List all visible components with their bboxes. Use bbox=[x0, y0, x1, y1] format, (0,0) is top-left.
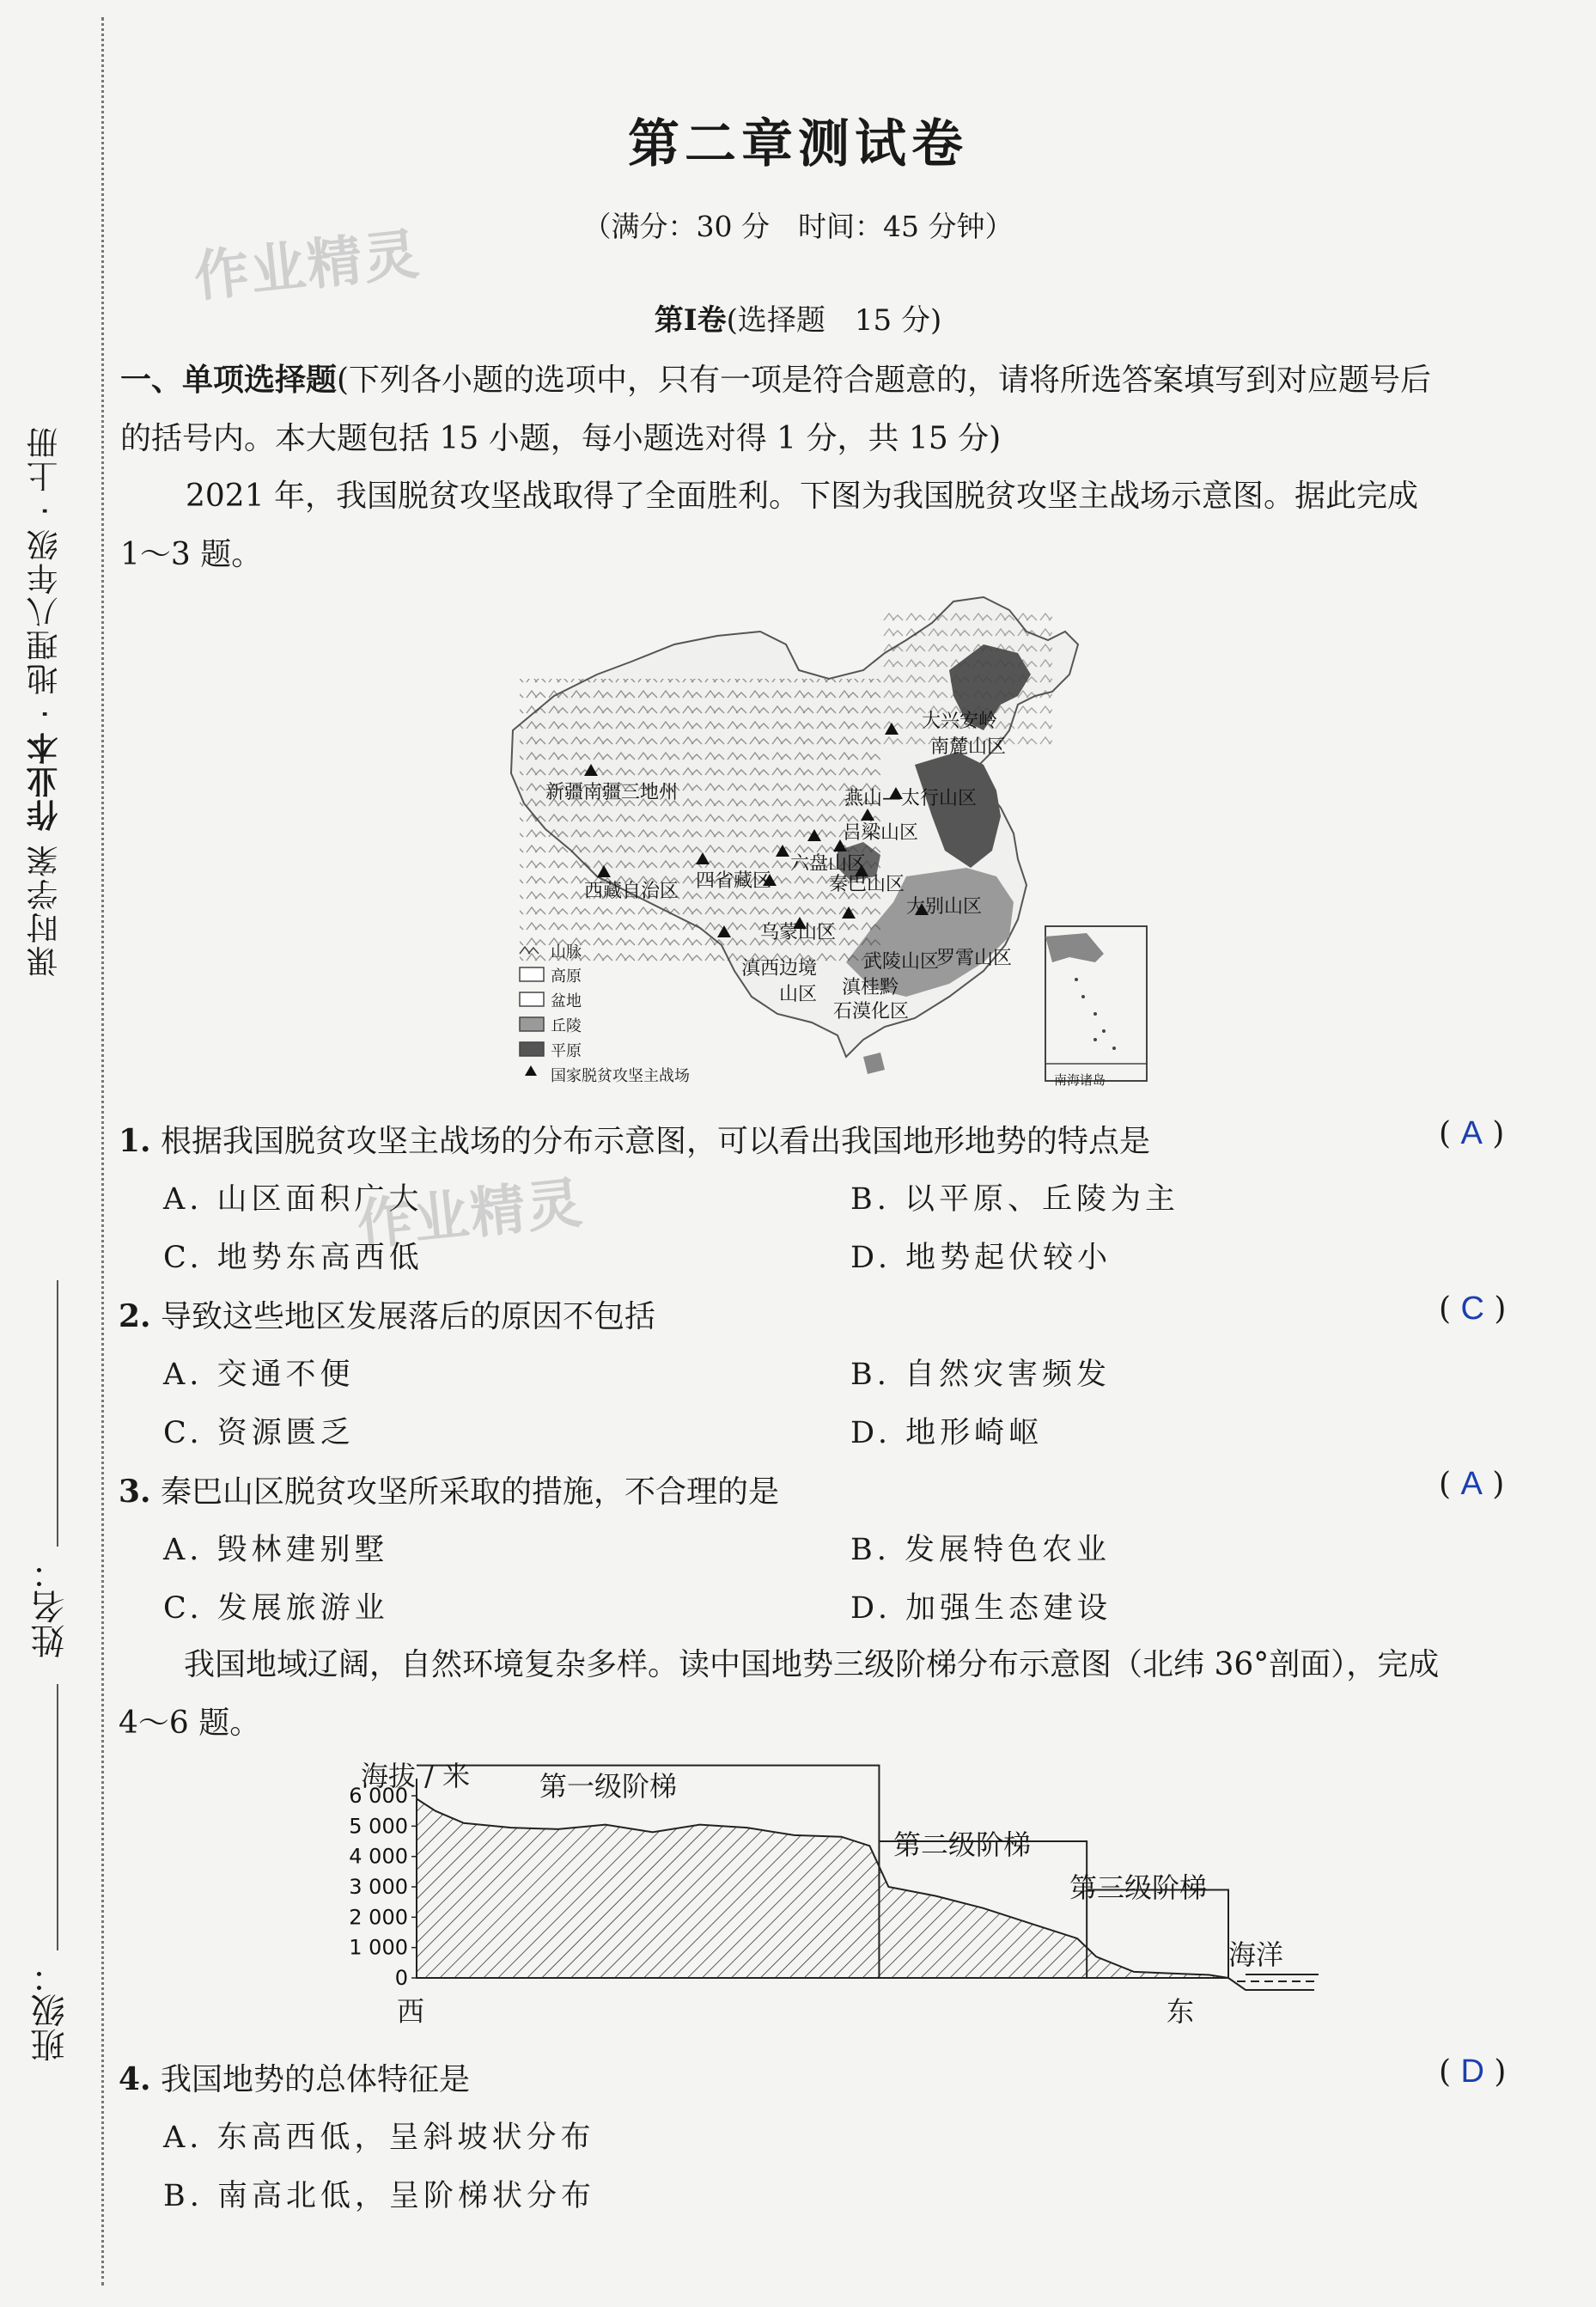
label-lvliang: 吕梁山区 bbox=[843, 822, 919, 844]
book-series-title: 课时学案 作业本 · 地理八年级 · 上册 bbox=[27, 425, 64, 978]
q1-option-c: C. 地势东高西低 bbox=[163, 1241, 423, 1275]
question-3: 3. 秦巴山区脱贫攻坚所采取的措施，不合理的是 bbox=[119, 1474, 780, 1510]
y-tick-label: 0 bbox=[394, 1966, 408, 1990]
page-title: 第二章测试卷 bbox=[628, 114, 968, 174]
name-blank[interactable] bbox=[57, 1280, 58, 1547]
y-tick-label: 3 000 bbox=[349, 1875, 408, 1899]
legend-label-mountain: 山脉 bbox=[551, 943, 582, 961]
label-dianxi-1: 滇西边境 bbox=[741, 958, 818, 980]
name-label: 姓名： bbox=[31, 1555, 70, 1658]
q1-option-d: D. 地势起伏较小 bbox=[850, 1241, 1112, 1275]
part-heading: 第Ⅰ卷(选择题 15 分) bbox=[654, 303, 942, 338]
question-2: 2. 导致这些地区发展落后的原因不包括 bbox=[119, 1298, 656, 1334]
class-label: 班级： bbox=[31, 1959, 70, 2062]
q4-option-a: A. 东高西低，呈斜坡状分布 bbox=[163, 2121, 595, 2155]
legend-hill-swatch bbox=[520, 1017, 544, 1031]
answer-1: ( A ) bbox=[1439, 1115, 1505, 1151]
q1-option-a: A. 山区面积广大 bbox=[163, 1182, 423, 1217]
terrain-profile-chart bbox=[344, 1753, 1331, 2028]
y-tick-label: 1 000 bbox=[349, 1935, 408, 1960]
q3-option-a: A. 毁林建别墅 bbox=[163, 1533, 389, 1567]
y-tick-label: 4 000 bbox=[349, 1844, 408, 1869]
label-dabie: 大别山区 bbox=[906, 896, 983, 918]
label-qinba: 秦巴山区 bbox=[829, 874, 905, 895]
y-tick-label: 5 000 bbox=[349, 1814, 408, 1839]
q2-option-d: D. 地形崎岖 bbox=[850, 1416, 1044, 1450]
legend-label-basin: 盆地 bbox=[551, 992, 582, 1010]
label-dianguiqian-2: 石漠化区 bbox=[833, 1001, 910, 1022]
watermark: 作业精灵 bbox=[354, 1171, 587, 1259]
chart-step2-label: 第二级阶梯 bbox=[893, 1828, 1032, 1861]
label-dianguiqian-1: 滇桂黔 bbox=[842, 977, 899, 998]
legend-label-plain: 平原 bbox=[551, 1042, 582, 1060]
question-4: 4. 我国地势的总体特征是 bbox=[119, 2061, 471, 2097]
q2-option-b: B. 自然灾害频发 bbox=[850, 1358, 1111, 1392]
q4-option-b: B. 南高北低，呈阶梯状分布 bbox=[163, 2179, 595, 2213]
label-wuling: 武陵山区 bbox=[863, 951, 940, 973]
question-1: 1. 根据我国脱贫攻坚主战场的分布示意图，可以看出我国地形地势的特点是 bbox=[119, 1123, 1151, 1159]
q3-option-d: D. 加强生态建设 bbox=[850, 1591, 1112, 1626]
chart-step1-label: 第一级阶梯 bbox=[539, 1770, 678, 1803]
answer-3-value: A bbox=[1460, 1466, 1483, 1502]
label-nanlushan: 南麓山区 bbox=[930, 736, 1007, 758]
intro-paragraph-2: 我国地域辽阔，自然环境复杂多样。读中国地势三级阶梯分布示意图（北纬 36°剖面），完成 4～6 题。 bbox=[119, 1647, 1440, 1741]
binding-dotted-line bbox=[101, 17, 104, 2286]
watermark: 作业精灵 bbox=[191, 223, 423, 310]
score-time-info: （满分：30 分 时间：45 分钟） bbox=[582, 210, 1014, 243]
label-dianxi-2: 山区 bbox=[779, 984, 818, 1005]
answer-4-value: D bbox=[1460, 2054, 1484, 2090]
legend-label-plateau: 高原 bbox=[551, 967, 582, 986]
q1-option-b: B. 以平原、丘陵为主 bbox=[850, 1182, 1179, 1217]
legend-plateau-swatch bbox=[520, 967, 544, 981]
q2-option-c: C. 资源匮乏 bbox=[163, 1416, 355, 1450]
ocean-floor bbox=[1228, 1978, 1314, 1990]
legend-label-hill: 丘陵 bbox=[551, 1017, 582, 1035]
legend-label-poverty-area: 国家脱贫攻坚主战场 bbox=[551, 1067, 690, 1085]
chart-ocean-label: 海洋 bbox=[1228, 1938, 1284, 1971]
hainan bbox=[863, 1053, 885, 1074]
label-xinjiang: 新疆南疆三地州 bbox=[545, 782, 679, 803]
label-liupanshan: 六盘山区 bbox=[790, 853, 867, 875]
y-tick-label: 6 000 bbox=[349, 1784, 408, 1808]
label-yanshan: 燕山—太行山区 bbox=[844, 788, 978, 809]
answer-2: ( C ) bbox=[1439, 1291, 1507, 1327]
answer-1-value: A bbox=[1460, 1115, 1483, 1151]
legend-triangle-symbol bbox=[525, 1065, 537, 1076]
label-sizangqu: 四省藏区 bbox=[696, 870, 772, 892]
section-instructions: 一、单项选择题(下列各小题的选项中，只有一项是符合题意的，请将所选答案填写到对应题号后 的括号内。本大题包括 15 小题，每小题选对得 1 分，共 15 分) bbox=[120, 362, 1432, 456]
legend-basin-swatch bbox=[520, 992, 544, 1006]
class-blank[interactable] bbox=[57, 1684, 58, 1950]
chart-ylabel: 海拔 / 米 bbox=[361, 1760, 471, 1792]
answer-4: ( D ) bbox=[1439, 2054, 1507, 2090]
label-wumeng: 乌蒙山区 bbox=[760, 922, 837, 943]
chart-east-label: 东 bbox=[1167, 1995, 1195, 2028]
legend-plain-swatch bbox=[520, 1042, 544, 1056]
chart-west-label: 西 bbox=[397, 1995, 425, 2028]
poverty-map-figure bbox=[503, 593, 1155, 1091]
chart-step3-label: 第三级阶梯 bbox=[1069, 1871, 1208, 1904]
q3-option-c: C. 发展旅游业 bbox=[163, 1591, 389, 1626]
label-daxinganling: 大兴安岭 bbox=[922, 711, 998, 732]
q3-option-b: B. 发展特色农业 bbox=[850, 1533, 1111, 1567]
answer-3: ( A ) bbox=[1439, 1466, 1505, 1502]
china-map bbox=[503, 593, 1155, 1091]
label-xizang: 西藏自治区 bbox=[584, 881, 679, 902]
map-legend bbox=[520, 947, 544, 1076]
answer-2-value: C bbox=[1460, 1291, 1484, 1327]
label-nanhai: 南海诸岛 bbox=[1054, 1072, 1106, 1088]
intro-paragraph-1: 2021 年，我国脱贫攻坚战取得了全面胜利。下图为我国脱贫攻坚主战场示意图。据此完成 1～3 题。 bbox=[120, 479, 1419, 572]
q2-option-a: A. 交通不便 bbox=[163, 1358, 355, 1392]
y-tick-label: 2 000 bbox=[349, 1905, 408, 1930]
label-luoxiao: 罗霄山区 bbox=[936, 948, 1013, 969]
